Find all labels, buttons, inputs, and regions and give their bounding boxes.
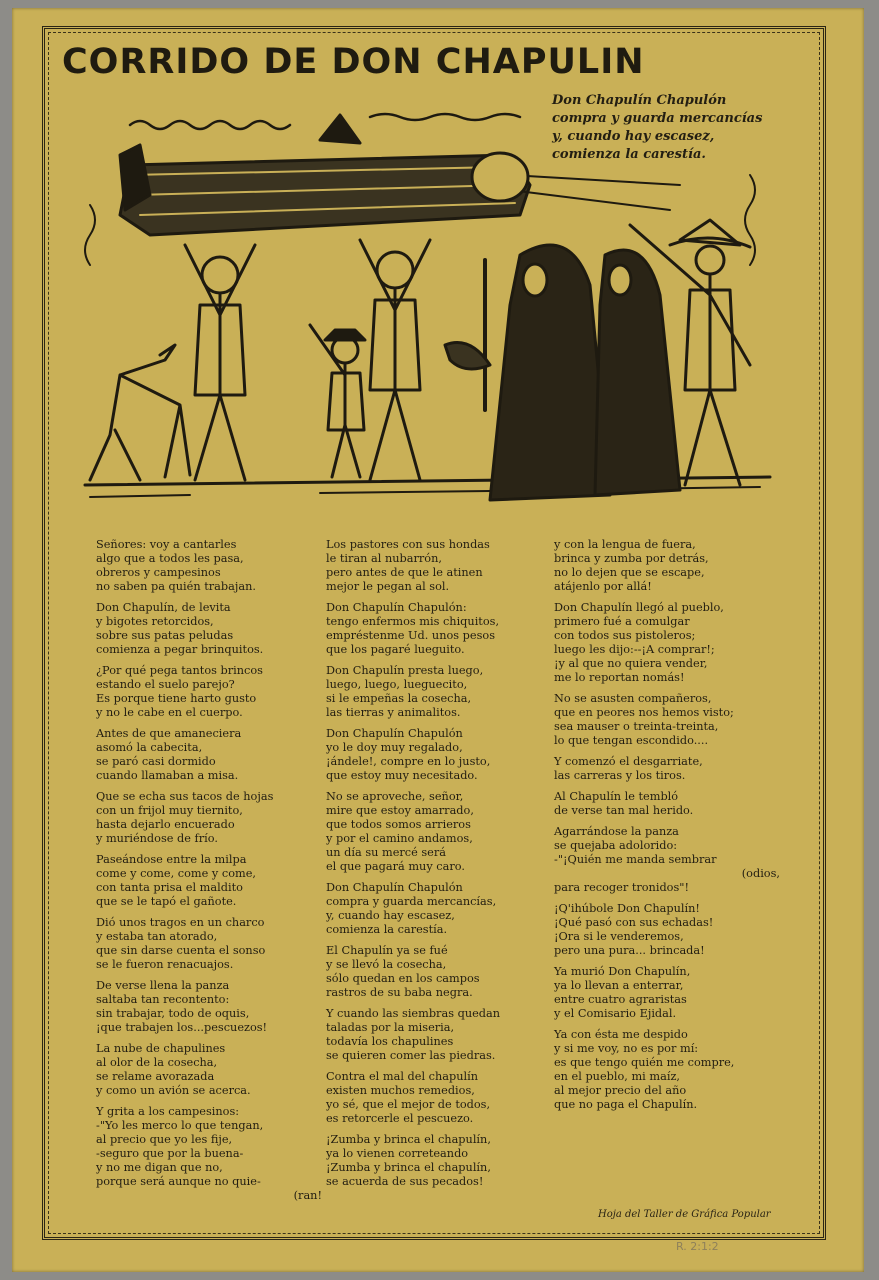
verse-line: sea mauser o treinta-treinta,: [554, 720, 719, 733]
verse-line: Antes de que amaneciera: [96, 727, 242, 740]
stanza: [554, 692, 780, 748]
verse-line: Don Chapulín, de levita: [96, 601, 231, 614]
verse-line: No se asusten compañeros,: [554, 692, 712, 705]
verse-line: estando el suelo parejo?: [96, 678, 235, 691]
verse-line: sólo quedan en los campos: [326, 972, 480, 985]
workshop-credit: Hoja del Taller de Gráfica Popular: [598, 1209, 771, 1220]
verse-line: hasta dejarlo encuerado: [96, 818, 235, 831]
verse-line: tengo enfermos mis chiquitos,: [326, 615, 500, 628]
pencil-annotation: R. 2:1:2: [676, 1240, 719, 1253]
verse-line: lo que tengan escondido....: [554, 734, 709, 747]
verse-line: Dió unos tragos en un charco: [96, 916, 265, 929]
stanza: [326, 664, 552, 720]
verse-line: y se llevó la cosecha,: [326, 958, 447, 971]
verse-line: mejor le pegan al sol.: [326, 580, 450, 593]
stanza: [326, 1007, 552, 1063]
verse-line: pero antes de que le atinen: [326, 566, 483, 579]
stanza: [554, 601, 780, 685]
verse-line: compra y guarda mercancías,: [326, 895, 497, 908]
verse-line: sin trabajar, todo de oquis,: [96, 1007, 250, 1020]
verse-line: entre cuatro agraristas: [554, 993, 687, 1006]
stanza: [554, 538, 780, 594]
verse-line: Don Chapulín Chapulón:: [326, 601, 467, 614]
verse-line: ¡que trabajen los...pescuezos!: [96, 1021, 268, 1034]
verse-column-2: [326, 538, 552, 1196]
verse-line: brinca y zumba por detrás,: [554, 552, 709, 565]
stanza: [554, 965, 780, 1021]
verse-line: saltaba tan recontento:: [96, 993, 230, 1006]
verse-line: Y cuando las siembras quedan: [326, 1007, 501, 1020]
verse-line: se quieren comer las piedras.: [326, 1049, 496, 1062]
verse-line: Don Chapulín Chapulón: [326, 881, 463, 894]
verse-line: que se le tapó el gañote.: [96, 895, 237, 908]
verse-line: sobre sus patas peludas: [96, 629, 234, 642]
verse-line: y con la lengua de fuera,: [554, 538, 696, 551]
verse-line: Contra el mal del chapulín: [326, 1070, 478, 1083]
stanza: [96, 979, 322, 1035]
verse-line: con tanta prisa el maldito: [96, 881, 243, 894]
stanza: [326, 881, 552, 937]
verse-line: se le fueron renacuajos.: [96, 958, 234, 971]
verse-line: y si me voy, no es por mí:: [554, 1042, 699, 1055]
verse-line: ¡Ora si le venderemos,: [554, 930, 684, 943]
verse-line: y, cuando hay escasez,: [326, 909, 455, 922]
verse-line: ya lo llevan a enterrar,: [554, 979, 684, 992]
verse-line: rastros de su baba negra.: [326, 986, 473, 999]
verse-line: -seguro que por la buena-: [96, 1147, 244, 1160]
stanza: [326, 790, 552, 874]
verse-line: que todos somos arrieros: [326, 818, 471, 831]
verse-line: un día su mercé será: [326, 846, 446, 859]
verse-line: que estoy muy necesitado.: [326, 769, 478, 782]
stanza: [554, 902, 780, 958]
verse-line: obreros y campesinos: [96, 566, 221, 579]
verse-line: existen muchos remedios,: [326, 1084, 475, 1097]
verse-line: taladas por la miseria,: [326, 1021, 455, 1034]
verse-line: todavía los chapulines: [326, 1035, 454, 1048]
verse-line: Los pastores con sus hondas: [326, 538, 490, 551]
verse-line: luego les dijo:--¡A comprar!;: [554, 643, 715, 656]
verse-line: ¡Zumba y brinca el chapulín,: [326, 1133, 491, 1146]
verse-line: ¡Qué pasó con sus echadas!: [554, 916, 714, 929]
verse-line: y muriéndose de frío.: [96, 832, 218, 845]
stanza: [96, 727, 322, 783]
verse-line: ¡Zumba y brinca el chapulín,: [326, 1161, 491, 1174]
verse-line: atájenlo por allá!: [554, 580, 652, 593]
verse-line: Agarrándose la panza: [554, 825, 679, 838]
verse-line: ya lo vienen correteando: [326, 1147, 469, 1160]
verse-line: no saben pa quién trabajan.: [96, 580, 256, 593]
verse-line: porque será aunque no quie-: [96, 1175, 261, 1188]
verse-line: Ya murió Don Chapulín,: [554, 965, 691, 978]
verse-line: no lo dejen que se escape,: [554, 566, 705, 579]
stanza: [326, 538, 552, 594]
verse-column-1: [96, 538, 322, 1210]
verse-line: ¡y al que no quiera vender,: [554, 657, 708, 670]
stanza: [96, 664, 322, 720]
verse-line: Paseándose entre la milpa: [96, 853, 247, 866]
verse-line: Don Chapulín llegó al pueblo,: [554, 601, 724, 614]
stanza: [326, 944, 552, 1000]
verse-line: y no le cabe en el cuerpo.: [96, 706, 243, 719]
verse-line: me lo reportan nomás!: [554, 671, 685, 684]
verse-line: se paró casi dormido: [96, 755, 216, 768]
verse-line: y estaba tan atorado,: [96, 930, 218, 943]
stanza: [96, 790, 322, 846]
page-title: CORRIDO DE DON CHAPULIN: [62, 42, 645, 82]
verse-line: en el pueblo, mi maíz,: [554, 1070, 680, 1083]
verse-line: es que tengo quién me compre,: [554, 1056, 735, 1069]
verse-line: Y comenzó el desgarriate,: [554, 755, 703, 768]
verse-line: (odios,: [741, 867, 780, 880]
verse-column-3: [554, 538, 780, 1119]
verse-line: las carreras y los tiros.: [554, 769, 686, 782]
verse-line: es retorcerle el pescuezo.: [326, 1112, 474, 1125]
verse-line: ¿Por qué pega tantos brincos: [96, 664, 263, 677]
verse-line: La nube de chapulines: [96, 1042, 226, 1055]
verse-line: primero fué a comulgar: [554, 615, 690, 628]
verse-line: al olor de la cosecha,: [96, 1056, 218, 1069]
verse-line: se quejaba adolorido:: [554, 839, 678, 852]
verse-line: comienza a pegar brinquitos.: [96, 643, 264, 656]
verse-line: luego, luego, lueguecito,: [326, 678, 468, 691]
verse-line: -"Yo les merco lo que tengan,: [96, 1119, 264, 1132]
verse-line: y por el camino andamos,: [326, 832, 473, 845]
verse-line: de verse tan mal herido.: [554, 804, 694, 817]
epigraph-line: compra y guarda mercancías: [552, 111, 763, 126]
epigraph-line: y, cuando hay escasez,: [552, 129, 715, 144]
verse-line: empréstenme Ud. unos pesos: [326, 629, 495, 642]
verse-line: -"¡Quién me manda sembrar: [554, 853, 717, 866]
verse-line: el que pagará muy caro.: [326, 860, 465, 873]
verse-line: se acuerda de sus pecados!: [326, 1175, 484, 1188]
verse-line: con todos sus pistoleros;: [554, 629, 696, 642]
verse-line: ¡Q'ihúbole Don Chapulín!: [554, 902, 700, 915]
verse-line: yo le doy muy regalado,: [326, 741, 463, 754]
verse-line: las tierras y animalitos.: [326, 706, 461, 719]
verse-line: que no paga el Chapulín.: [554, 1098, 698, 1111]
verse-line: se relame avorazada: [96, 1070, 215, 1083]
verse-line: asomó la cabecita,: [96, 741, 203, 754]
stanza: [554, 755, 780, 783]
verse-line: Y grita a los campesinos:: [96, 1105, 240, 1118]
stanza: [96, 538, 322, 594]
verse-line: le tiran al nubarrón,: [326, 552, 442, 565]
stanza: [326, 601, 552, 657]
verse-line: El Chapulín ya se fué: [326, 944, 448, 957]
verse-line: yo sé, que el mejor de todos,: [326, 1098, 491, 1111]
verse-line: No se aproveche, señor,: [326, 790, 464, 803]
verse-line: cuando llamaban a misa.: [96, 769, 239, 782]
verse-line: (ran!: [293, 1189, 322, 1202]
stanza: [96, 1105, 322, 1203]
verse-line: Don Chapulín presta luego,: [326, 664, 484, 677]
verse-line: y no me digan que no,: [96, 1161, 223, 1174]
verse-line: que los pagaré lueguito.: [326, 643, 465, 656]
verse-line: y el Comisario Ejidal.: [554, 1007, 677, 1020]
stanza: [326, 727, 552, 783]
verse-line: pero una pura... brincada!: [554, 944, 705, 957]
verse-line: De verse llena la panza: [96, 979, 230, 992]
epigraph-line: comienza la carestía.: [552, 147, 706, 162]
stanza: [96, 853, 322, 909]
verse-line: ¡ándele!, compre en lo justo,: [326, 755, 491, 768]
verse-line: Al Chapulín le tembló: [554, 790, 679, 803]
verse-line: y bigotes retorcidos,: [96, 615, 214, 628]
stanza: [554, 825, 780, 895]
verse-line: mire que estoy amarrado,: [326, 804, 474, 817]
verse-line: si le empeñas la cosecha,: [326, 692, 472, 705]
verse-line: Que se echa sus tacos de hojas: [96, 790, 274, 803]
stanza: [96, 601, 322, 657]
stanza: [96, 1042, 322, 1098]
verse-line: come y come, come y come,: [96, 867, 257, 880]
verse-line: con un frijol muy tiernito,: [96, 804, 243, 817]
verse-line: y como un avión se acerca.: [96, 1084, 251, 1097]
verse-line: que en peores nos hemos visto;: [554, 706, 734, 719]
epigraph-line: Don Chapulín Chapulón: [552, 93, 727, 108]
verse-line: Ya con ésta me despido: [554, 1028, 688, 1041]
verse-line: Es porque tiene harto gusto: [96, 692, 257, 705]
verse-line: comienza la carestía.: [326, 923, 448, 936]
stanza: [96, 916, 322, 972]
verse-line: al mejor precio del año: [554, 1084, 687, 1097]
verse-line: Señores: voy a cantarles: [96, 538, 237, 551]
verse-line: Don Chapulín Chapulón: [326, 727, 463, 740]
stanza: [554, 1028, 780, 1112]
woodcut-procession-illustration-icon: [70, 105, 790, 525]
verse-line: algo que a todos les pasa,: [96, 552, 244, 565]
stanza: [326, 1070, 552, 1126]
verse-line: que sin darse cuenta el sonso: [96, 944, 266, 957]
stanza: [326, 1133, 552, 1189]
verse-line: al precio que yo les fije,: [96, 1133, 233, 1146]
verse-line: para recoger tronidos"!: [554, 881, 690, 894]
stanza: [554, 790, 780, 818]
